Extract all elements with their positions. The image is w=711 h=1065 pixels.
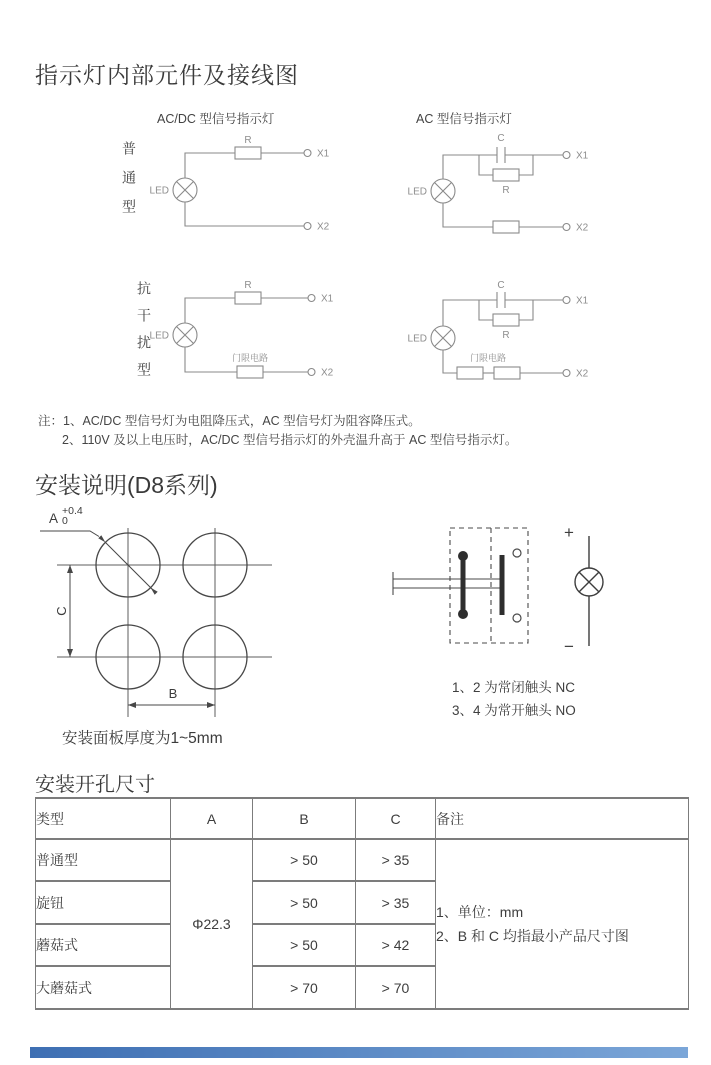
resistor-label: R [244, 135, 252, 146]
resistor [493, 169, 519, 181]
capacitor-label: C [497, 133, 505, 144]
cell-type: 旋钮 [36, 881, 171, 924]
row-label-normal: 普通型 [121, 141, 137, 228]
cell-remark-merged [436, 839, 689, 1009]
note-line-1 [38, 412, 658, 431]
diameter-line [105, 542, 156, 593]
led-lamp-icon [431, 326, 455, 350]
x1-label: X1 [576, 295, 589, 307]
led-lamp-icon [173, 323, 197, 347]
circuit-ac-normal [405, 130, 635, 240]
cell-c: > 35 [356, 839, 436, 881]
capacitor-label: C [497, 280, 505, 291]
cell-c: > 42 [356, 924, 436, 966]
circuit-acdc-anti [115, 280, 345, 390]
tolerance-lower: 0 [62, 515, 68, 527]
note-1: 1、AC/DC 型信号灯为电阻降压式，AC 型信号灯为阻容降压式。 [63, 414, 421, 428]
cell-b: > 70 [253, 966, 356, 1009]
resistor [235, 292, 261, 304]
threshold-label: 门限电路 [469, 353, 507, 363]
page-title: 指示灯内部元件及接线图 [35, 62, 299, 88]
x1-label: X1 [317, 148, 330, 160]
terminal-x1 [304, 150, 311, 157]
dim-c-arrow-bottom [67, 649, 73, 657]
mounting-holes [96, 533, 247, 689]
threshold-label: 门限电路 [231, 353, 269, 363]
resistor-label: R [502, 330, 510, 341]
cell-a-merged: Φ22.3 [171, 839, 253, 1009]
notes [38, 412, 658, 450]
cutout-title: 安装开孔尺寸 [35, 774, 155, 796]
resistor-label: R [502, 185, 510, 196]
cell-b: > 50 [253, 924, 356, 966]
cell-b: > 50 [253, 881, 356, 924]
x2-label: X2 [321, 367, 334, 379]
table-header-row [36, 798, 689, 839]
resistor [493, 314, 519, 326]
note-prefix: 注： [38, 414, 64, 428]
terminal-x2 [304, 223, 311, 230]
table-row [36, 839, 689, 881]
x2-label: X2 [576, 368, 589, 380]
leader-line [40, 531, 99, 537]
cell-type: 蘑菇式 [36, 924, 171, 966]
resistor-label: R [244, 280, 252, 291]
installation-title: 安装说明(D8系列) [35, 472, 218, 498]
diameter-arrowhead [151, 588, 158, 595]
lamp-symbol [575, 536, 603, 646]
x1-label: X1 [321, 293, 334, 305]
column-header-acdc: AC/DC 型信号指示灯 [157, 112, 275, 126]
dim-a-label: A [49, 511, 59, 526]
no-note: 3、4 为常开触头 NO [452, 703, 576, 718]
threshold-box-1 [457, 367, 483, 379]
header-b: B [253, 798, 356, 839]
led-lamp-icon [173, 178, 197, 202]
tolerance-upper: +0.4 [62, 505, 83, 517]
cell-c: > 35 [356, 881, 436, 924]
resistor [235, 147, 261, 159]
nc-contact-dot-bottom [459, 610, 468, 619]
dimension-table [35, 797, 689, 1010]
header-c: C [356, 798, 436, 839]
column-header-ac: AC 型信号指示灯 [416, 112, 512, 126]
no-terminal-top [513, 549, 521, 557]
x2-label: X2 [317, 221, 330, 233]
terminal-x2 [308, 369, 315, 376]
capacitor [497, 292, 505, 308]
dim-b-arrow-left [128, 702, 136, 708]
led-label: LED [407, 333, 427, 345]
threshold-circuit-box [237, 366, 263, 378]
leader-arrowhead [98, 535, 105, 542]
no-terminal-bottom [513, 614, 521, 622]
panel-thickness-note: 安装面板厚度为1~5mm [62, 730, 223, 747]
led-label: LED [149, 185, 169, 197]
led-label: LED [149, 330, 169, 342]
led-lamp-icon [431, 179, 455, 203]
nc-note: 1、2 为常闭触头 NC [452, 680, 576, 695]
mounting-hole-drawing [35, 500, 305, 750]
circuit-ac-anti [405, 280, 635, 390]
header-type: 类型 [36, 798, 171, 839]
dimension-table-wrap [35, 797, 689, 1010]
terminal-x2 [563, 224, 570, 231]
dim-b-arrow-right [207, 702, 215, 708]
x1-label: X1 [576, 150, 589, 162]
cell-type: 普通型 [36, 839, 171, 881]
terminal-x1 [563, 152, 570, 159]
terminal-x2 [563, 370, 570, 377]
circuit-acdc-normal [115, 130, 345, 240]
footer-accent-bar [30, 1047, 688, 1058]
led-label: LED [407, 186, 427, 198]
x2-label: X2 [576, 222, 589, 234]
cell-type: 大蘑菇式 [36, 966, 171, 1009]
remark-line-1: 1、单位：mm [436, 904, 524, 920]
threshold-box-2 [494, 367, 520, 379]
remark-line-2: 2、B 和 C 均指最小产品尺寸图 [436, 928, 629, 944]
contact-block-diagram [380, 512, 620, 662]
cell-b: > 50 [253, 839, 356, 881]
cell-c: > 70 [356, 966, 436, 1009]
contact-notes [452, 676, 576, 722]
dim-c-label: C [54, 606, 69, 616]
capacitor [497, 147, 505, 163]
row-label-anti-interference: 抗干扰型 [136, 281, 152, 389]
minus-sign: − [564, 637, 574, 656]
header-a: A [171, 798, 253, 839]
nc-contact-dot-top [459, 552, 468, 561]
horizontal-centerlines [57, 565, 272, 657]
series-resistor [493, 221, 519, 233]
header-remark: 备注 [436, 798, 689, 839]
plus-sign: + [564, 523, 574, 542]
actuator-shaft [393, 579, 502, 588]
dim-c-arrow-top [67, 565, 73, 573]
dim-b-label: B [168, 686, 178, 701]
terminal-x1 [563, 297, 570, 304]
terminal-x1 [308, 295, 315, 302]
note-line-2: 2、110V 及以上电压时，AC/DC 型信号指示灯的外壳温升高于 AC 型信号指示灯。 [62, 433, 518, 447]
